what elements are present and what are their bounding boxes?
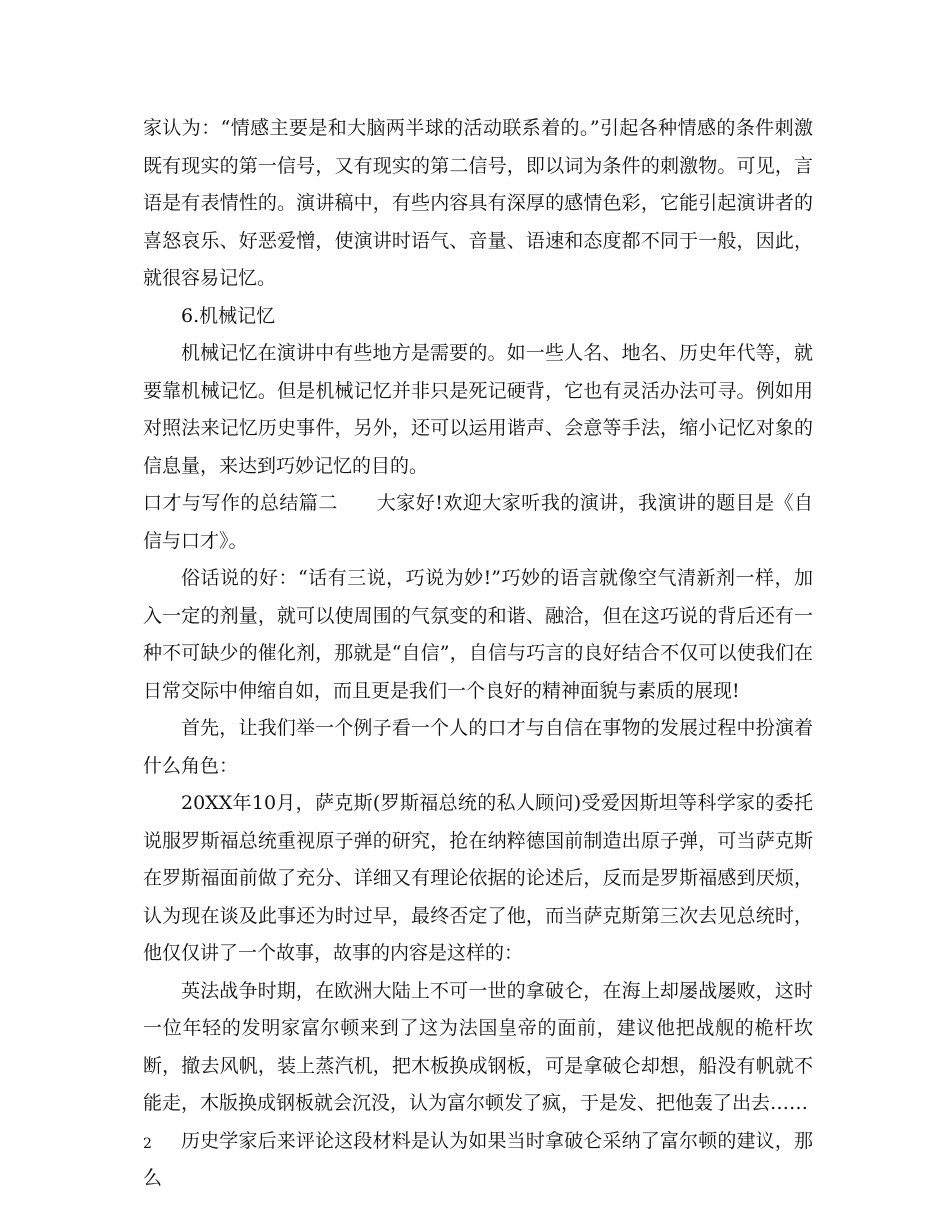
heading-mechanical-memory: 6.机械记忆 <box>181 304 276 327</box>
paragraph-napoleon-story: 英法战争时期，在欧洲大陆上不可一世的拿破仑，在海上却屡战屡败，这时一位年轻的发明家富尔顿来到了这为法国皇帝的面前，建议他把战舰的桅杆坎断，撤去风帆，装上蒸汽机，把木板换成钢板，可是拿破仑却想，船没有帆就不能走，木版换成钢板就会沉没，认为富尔顿发了疯，于是发、把他轰了出去…… <box>143 979 813 1114</box>
paragraph-historian-comment: 历史学家后来评论这段材料是认为如果当时拿破仑采纳了富尔顿的建议，那么 <box>143 1129 813 1189</box>
paragraph-mechanical-memory: 机械记忆在演讲中有些地方是需要的。如一些人名、地名、历史年代等，就要靠机械记忆。但是机械记忆并非只是死记硬背，它也有灵活办法可寻。例如用对照法来记忆历史事件，另外，还可以运用谐声、会意等手法，缩小记忆对象的信息量，来达到巧妙记忆的目的。 <box>143 342 813 477</box>
paragraph-emotional-memory-end: 家认为：“情感主要是和大脑两半球的活动联系着的。”引起各种情感的条件刺激既有现实的第一信号，又有现实的第二信号，即以词为条件的刺激物。可见，言语是有表情性的。演讲稿中，有些内容具有深厚的感情色彩，它能引起演讲者的喜怒哀乐、好恶爱憎，使演讲时语气、音量、语速和态度都不同于一般，因此，就很容易记忆。 <box>143 117 813 289</box>
page-number: 2 <box>143 1136 152 1152</box>
paragraph-sachs-story: 20XX年10月，萨克斯(罗斯福总统的私人顾问)受爱因斯坦等科学家的委托说服罗斯福总统重视原子弹的研究，抢在纳粹德国前制造出原子弹，可当萨克斯在罗斯福面前做了充分、详细又有理论依据的论述后，反而是罗斯福感到厌烦，认为现在谈及此事还为时过早，最终否定了他，而当萨克斯第三次去见总统时，他仅仅讲了一个故事，故事的内容是这样的： <box>143 792 813 964</box>
section-title-speech-two: 口才与写作的总结篇二 大家好!欢迎大家听我的演讲，我演讲的题目是《自信与口才》。 <box>143 492 813 552</box>
paragraph-proverb: 俗话说的好：“话有三说，巧说为妙!”巧妙的语言就像空气清新剂一样，加入一定的剂量，就可以使周围的气氛变的和谐、融洽，但在这巧说的背后还有一种不可缺少的催化剂，那就是“自信”，自信与巧言的良好结合不仅可以使我们在日常交际中伸缩自如，而且更是我们一个良好的精神面貌与素质的展现! <box>143 567 813 702</box>
body-text <box>143 110 813 1198</box>
paragraph-example-intro: 首先，让我们举一个例子看一个人的口才与自信在事物的发展过程中扮演着什么角色： <box>143 717 813 777</box>
